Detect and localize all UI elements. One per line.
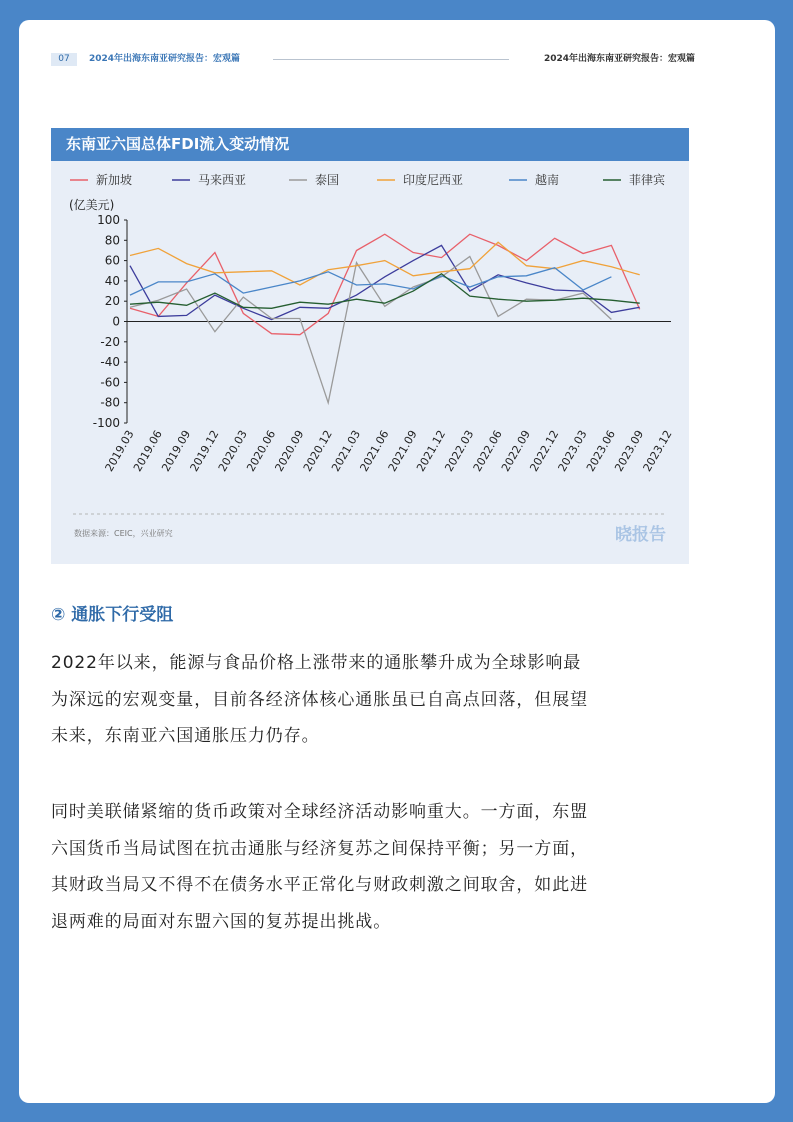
x-tick-label: 2020.09 [272, 428, 307, 474]
series-line [130, 274, 640, 309]
x-tick-label: 2022.03 [442, 428, 477, 474]
paragraph-line: 六国货币当局试图在抗击通胀与经济复苏之间保持平衡；另一方面， [51, 838, 588, 859]
paragraph-line: 同时美联储紧缩的货币政策对全球经济活动影响重大。一方面，东盟 [51, 802, 588, 822]
series-line [130, 242, 640, 285]
page-header [51, 50, 695, 70]
x-tick-label: 2021.12 [414, 428, 449, 474]
x-tick-label: 2019.03 [102, 428, 137, 474]
paragraph-line: 为深远的宏观变量，目前各经济体核心通胀虽已自高点回落，但展望 [51, 689, 588, 710]
x-tick-label: 2022.12 [527, 427, 562, 474]
series-line [130, 257, 611, 403]
legend-label: 菲律宾 [629, 173, 666, 187]
header-right-title: 2024年出海东南亚研究报告：宏观篇 [543, 54, 695, 64]
y-tick-label: 20 [104, 294, 120, 309]
paragraph-line: 2022年以来，能源与食品价格上涨带来的通胀攀升成为全球影响最 [51, 653, 582, 673]
x-tick-label: 2021.06 [357, 428, 392, 474]
y-tick-label: 80 [104, 233, 120, 248]
legend-label: 新加坡 [96, 173, 133, 187]
x-tick-label: 2019.12 [187, 428, 222, 474]
x-tick-label: 2023.06 [583, 428, 618, 474]
x-tick-label: 2022.09 [499, 427, 534, 474]
x-tick-label: 2023.09 [612, 428, 647, 474]
x-tick-label: 2023.03 [555, 428, 590, 474]
y-tick-label: -40 [100, 355, 120, 370]
watermark-logo: 晓报告 [615, 525, 666, 545]
chart-panel [51, 128, 689, 564]
x-tick-label: 2020.12 [300, 428, 335, 474]
chart-source: 数据来源：CEIC，兴业研究 [74, 529, 173, 538]
paragraph-line: 未来，东南亚六国通胀压力仍存。 [51, 726, 320, 746]
series-line [130, 245, 640, 319]
x-tick-label: 2019.06 [130, 428, 165, 474]
legend-label: 马来西亚 [198, 173, 247, 187]
series-line [130, 268, 611, 295]
x-tick-label: 2021.09 [385, 428, 420, 474]
x-tick-label: 2021.03 [329, 428, 364, 474]
x-tick-label: 2023.12 [640, 428, 675, 474]
x-tick-label: 2020.03 [215, 428, 250, 474]
x-tick-label: 2019.09 [159, 428, 194, 474]
x-tick-label: 2022.06 [470, 428, 505, 474]
paragraph-2 [51, 794, 695, 940]
paragraph-line: 退两难的局面对东盟六国的复苏提出挑战。 [51, 911, 392, 932]
legend-label: 印度尼西亚 [403, 173, 464, 187]
y-axis-label: (亿美元) [69, 198, 115, 212]
header-divider [273, 59, 509, 60]
paragraph-line: 其财政当局又不得不在债务水平正常化与财政刺激之间取舍，如此进 [51, 875, 588, 895]
y-tick-label: -60 [100, 375, 120, 390]
y-tick-label: 0 [112, 314, 120, 329]
page-number: 07 [51, 53, 77, 66]
y-tick-label: 100 [97, 213, 120, 227]
section-heading: ② 通胀下行受阻 [51, 605, 174, 625]
y-tick-label: -80 [100, 395, 120, 410]
paragraph-1 [51, 645, 695, 755]
chart-title: 东南亚六国总体FDI流入变动情况 [51, 128, 689, 161]
y-tick-label: -20 [100, 334, 120, 349]
header-left-title: 2024年出海东南亚研究报告：宏观篇 [89, 54, 241, 64]
y-tick-label: 60 [104, 253, 120, 268]
y-tick-label: 40 [104, 273, 120, 288]
legend-label: 越南 [535, 173, 560, 187]
y-tick-label: -100 [92, 416, 120, 430]
legend-label: 泰国 [315, 173, 340, 187]
x-tick-label: 2020.06 [244, 428, 279, 474]
fdi-line-chart [51, 161, 689, 521]
